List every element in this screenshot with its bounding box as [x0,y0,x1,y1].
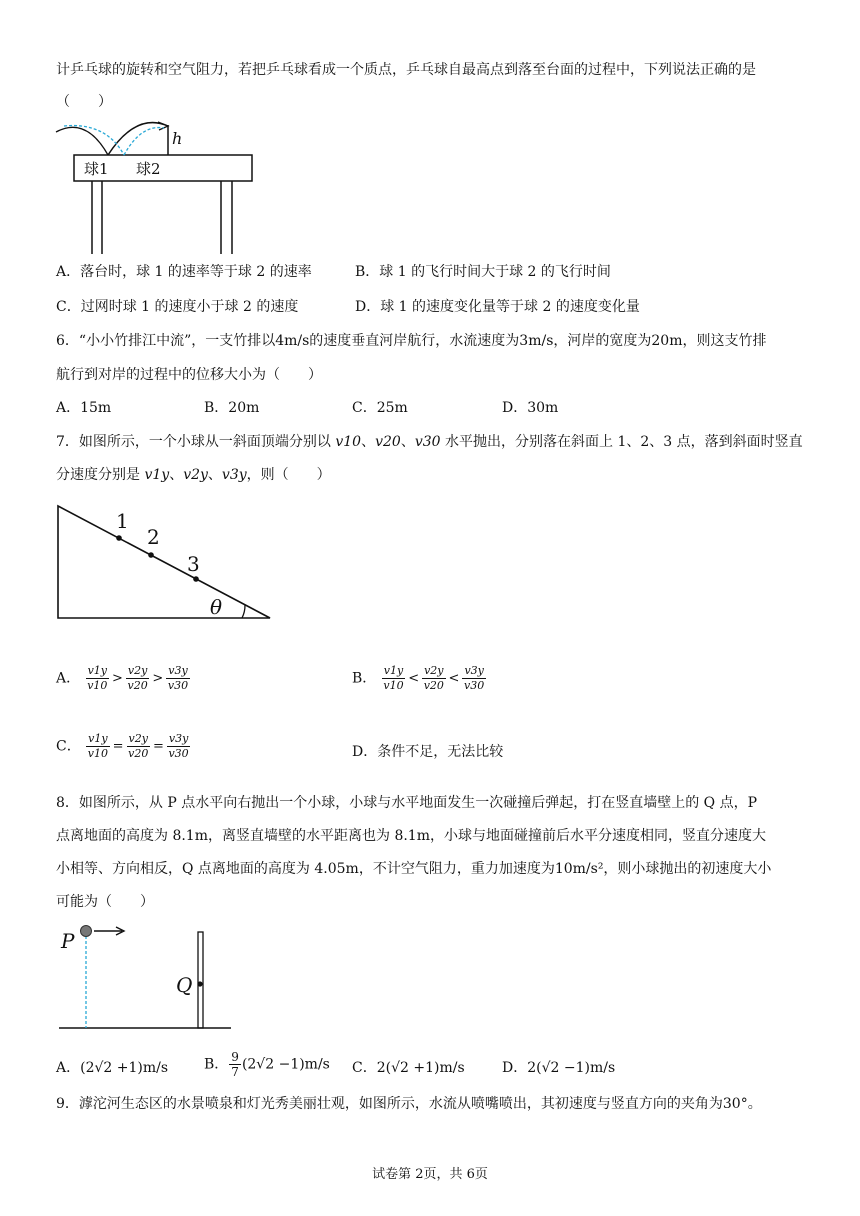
q5-fig-ball2-label: 球2 [136,160,161,178]
q7-v2y: v2y [183,467,208,483]
denominator: v20 [128,747,149,760]
q5-option-a: A．落台时，球 1 的速率等于球 2 的速率 [56,264,312,280]
fraction [422,664,445,693]
q8-fig-label-q: Q [176,973,193,997]
q6-option-b: B．20m [204,400,260,416]
numerator: v3y [464,664,484,677]
numerator: v2y [424,664,444,677]
q8-option-a: A．(2√2 +1)m/s [56,1060,169,1076]
q8-wall-figure [56,918,236,1033]
denominator: v10 [87,747,108,760]
q7-option-b [352,664,487,704]
q6-stem-line2: 航行到对岸的过程中的位移大小为（ ） [56,367,322,383]
q7-stem-line1 [56,432,803,452]
fraction [86,664,109,693]
q6-option-a: A．15m [56,400,112,416]
numerator: v1y [88,732,108,745]
q7-option-d: D．条件不足，无法比较 [352,744,504,760]
numerator: v2y [127,664,148,677]
relation: < [448,670,460,686]
q7-v1y: v1y [144,467,170,483]
q5-fig-ball1-label: 球1 [84,160,109,178]
q8-option-b-expression: (2√2 −1)m/s [241,1056,330,1073]
q7-incline-figure [56,500,276,625]
q8-option-b [204,1050,330,1086]
q6-option-c: C．25m [352,400,408,416]
q7-v30: v30 [414,434,441,450]
fraction [127,732,150,761]
q8-option-d: D．2(√2 −1)m/s [502,1060,616,1076]
denominator: v20 [127,679,148,692]
fraction [166,664,189,693]
q7-option-c-label: C． [56,738,81,755]
q5-stem-line2: （ ） [56,94,112,110]
q7-option-a [56,664,191,704]
relation: > [112,670,123,686]
fraction [229,1050,241,1079]
q8-option-c: C．2(√2 +1)m/s [352,1060,465,1076]
q8-stem-line3: 小相等、方向相反，Q 点离地面的高度为 4.05m，不计空气阻力，重力加速度为10m/s²，则小球抛出的初速度大小 [56,861,772,877]
denominator: v30 [168,747,189,760]
fraction [462,664,485,693]
relation: > [152,670,164,686]
q7-option-c [56,732,191,772]
q7-stem2-pre: 分速度分别是 [56,467,145,483]
q7-fig-point2: 2 [147,525,160,549]
denominator: 7 [231,1065,239,1079]
numerator: v3y [168,732,189,745]
q7-sep: 、 [169,467,184,483]
numerator: 9 [231,1050,239,1064]
denominator: v10 [383,679,404,692]
q7-fig-point3: 3 [187,552,200,576]
q5-option-d: D．球 1 的速度变化量等于球 2 的速度变化量 [355,299,640,315]
denominator: v30 [464,679,485,692]
q8-stem-line2: 点离地面的高度为 8.1m，离竖直墙壁的水平距离也为 8.1m，小球与地面碰撞前后水平分速度相同，竖直分速度大 [56,828,766,844]
q9-stem-line1: 9．滹沱河生态区的水景喷泉和灯光秀美丽壮观，如图所示，水流从喷嘴喷出，其初速度与竖直方向的夹角为30°。 [56,1096,762,1112]
q8-stem-line4: 可能为（ ） [56,894,154,910]
numerator: v3y [168,664,188,677]
fraction [86,732,109,761]
q7-stem2-post: ，则（ ） [246,467,331,483]
q7-fig-point1: 1 [116,509,129,533]
q7-v10: v10 [335,434,362,450]
q7-sep: 、 [400,434,415,450]
q7-v20: v20 [375,434,401,450]
q5-stem-line1: 计乒乓球的旋转和空气阻力，若把乒乓球看成一个质点，乒乓球自最高点到落至台面的过程中，下列说法正确的是 [56,62,756,78]
q8-option-b-label: B． [204,1056,229,1073]
relation: = [112,738,124,754]
q7-option-a-label: A． [56,670,81,687]
q5-option-c: C．过网时球 1 的速度小于球 2 的速度 [56,299,299,315]
q7-stem-post: 水平抛出，分别落在斜面上 1、2、3 点，落到斜面时竖直 [440,434,803,450]
q7-stem-line2 [56,465,331,485]
q5-fig-h-label: h [172,129,183,148]
numerator: v1y [87,664,108,677]
q7-stem-pre: 7．如图所示，一个小球从一斜面顶端分别以 [56,434,336,450]
denominator: v10 [87,679,108,692]
q8-stem-line1: 8．如图所示，从 P 点水平向右抛出一个小球，小球与水平地面发生一次碰撞后弹起，打在竖直墙壁上的 Q 点，P [56,795,758,811]
q7-sep: 、 [361,434,376,450]
numerator: v2y [128,732,148,745]
denominator: v20 [423,679,444,692]
fraction [382,664,405,693]
page-footer: 试卷第 2页，共 6页 [372,1167,488,1182]
denominator: v30 [167,679,189,692]
fraction [167,732,190,761]
q7-option-b-label: B． [352,670,377,687]
q5-option-b: B．球 1 的飞行时间大于球 2 的飞行时间 [355,264,611,280]
q7-sep: 、 [207,467,222,483]
fraction [126,664,149,693]
q7-fig-theta: θ [210,595,223,619]
q6-stem-line1: 6．“小小竹排江中流”，一支竹排以4m/s的速度垂直河岸航行，水流速度为3m/s，河岸的宽度为20m，则这支竹排 [56,333,767,349]
q6-option-d: D．30m [502,400,559,416]
q8-fig-label-p: P [61,929,75,953]
q5-table-figure [56,118,266,258]
numerator: v1y [383,664,404,677]
relation: = [152,738,164,754]
relation: < [408,670,420,686]
q7-v3y: v3y [221,467,247,483]
